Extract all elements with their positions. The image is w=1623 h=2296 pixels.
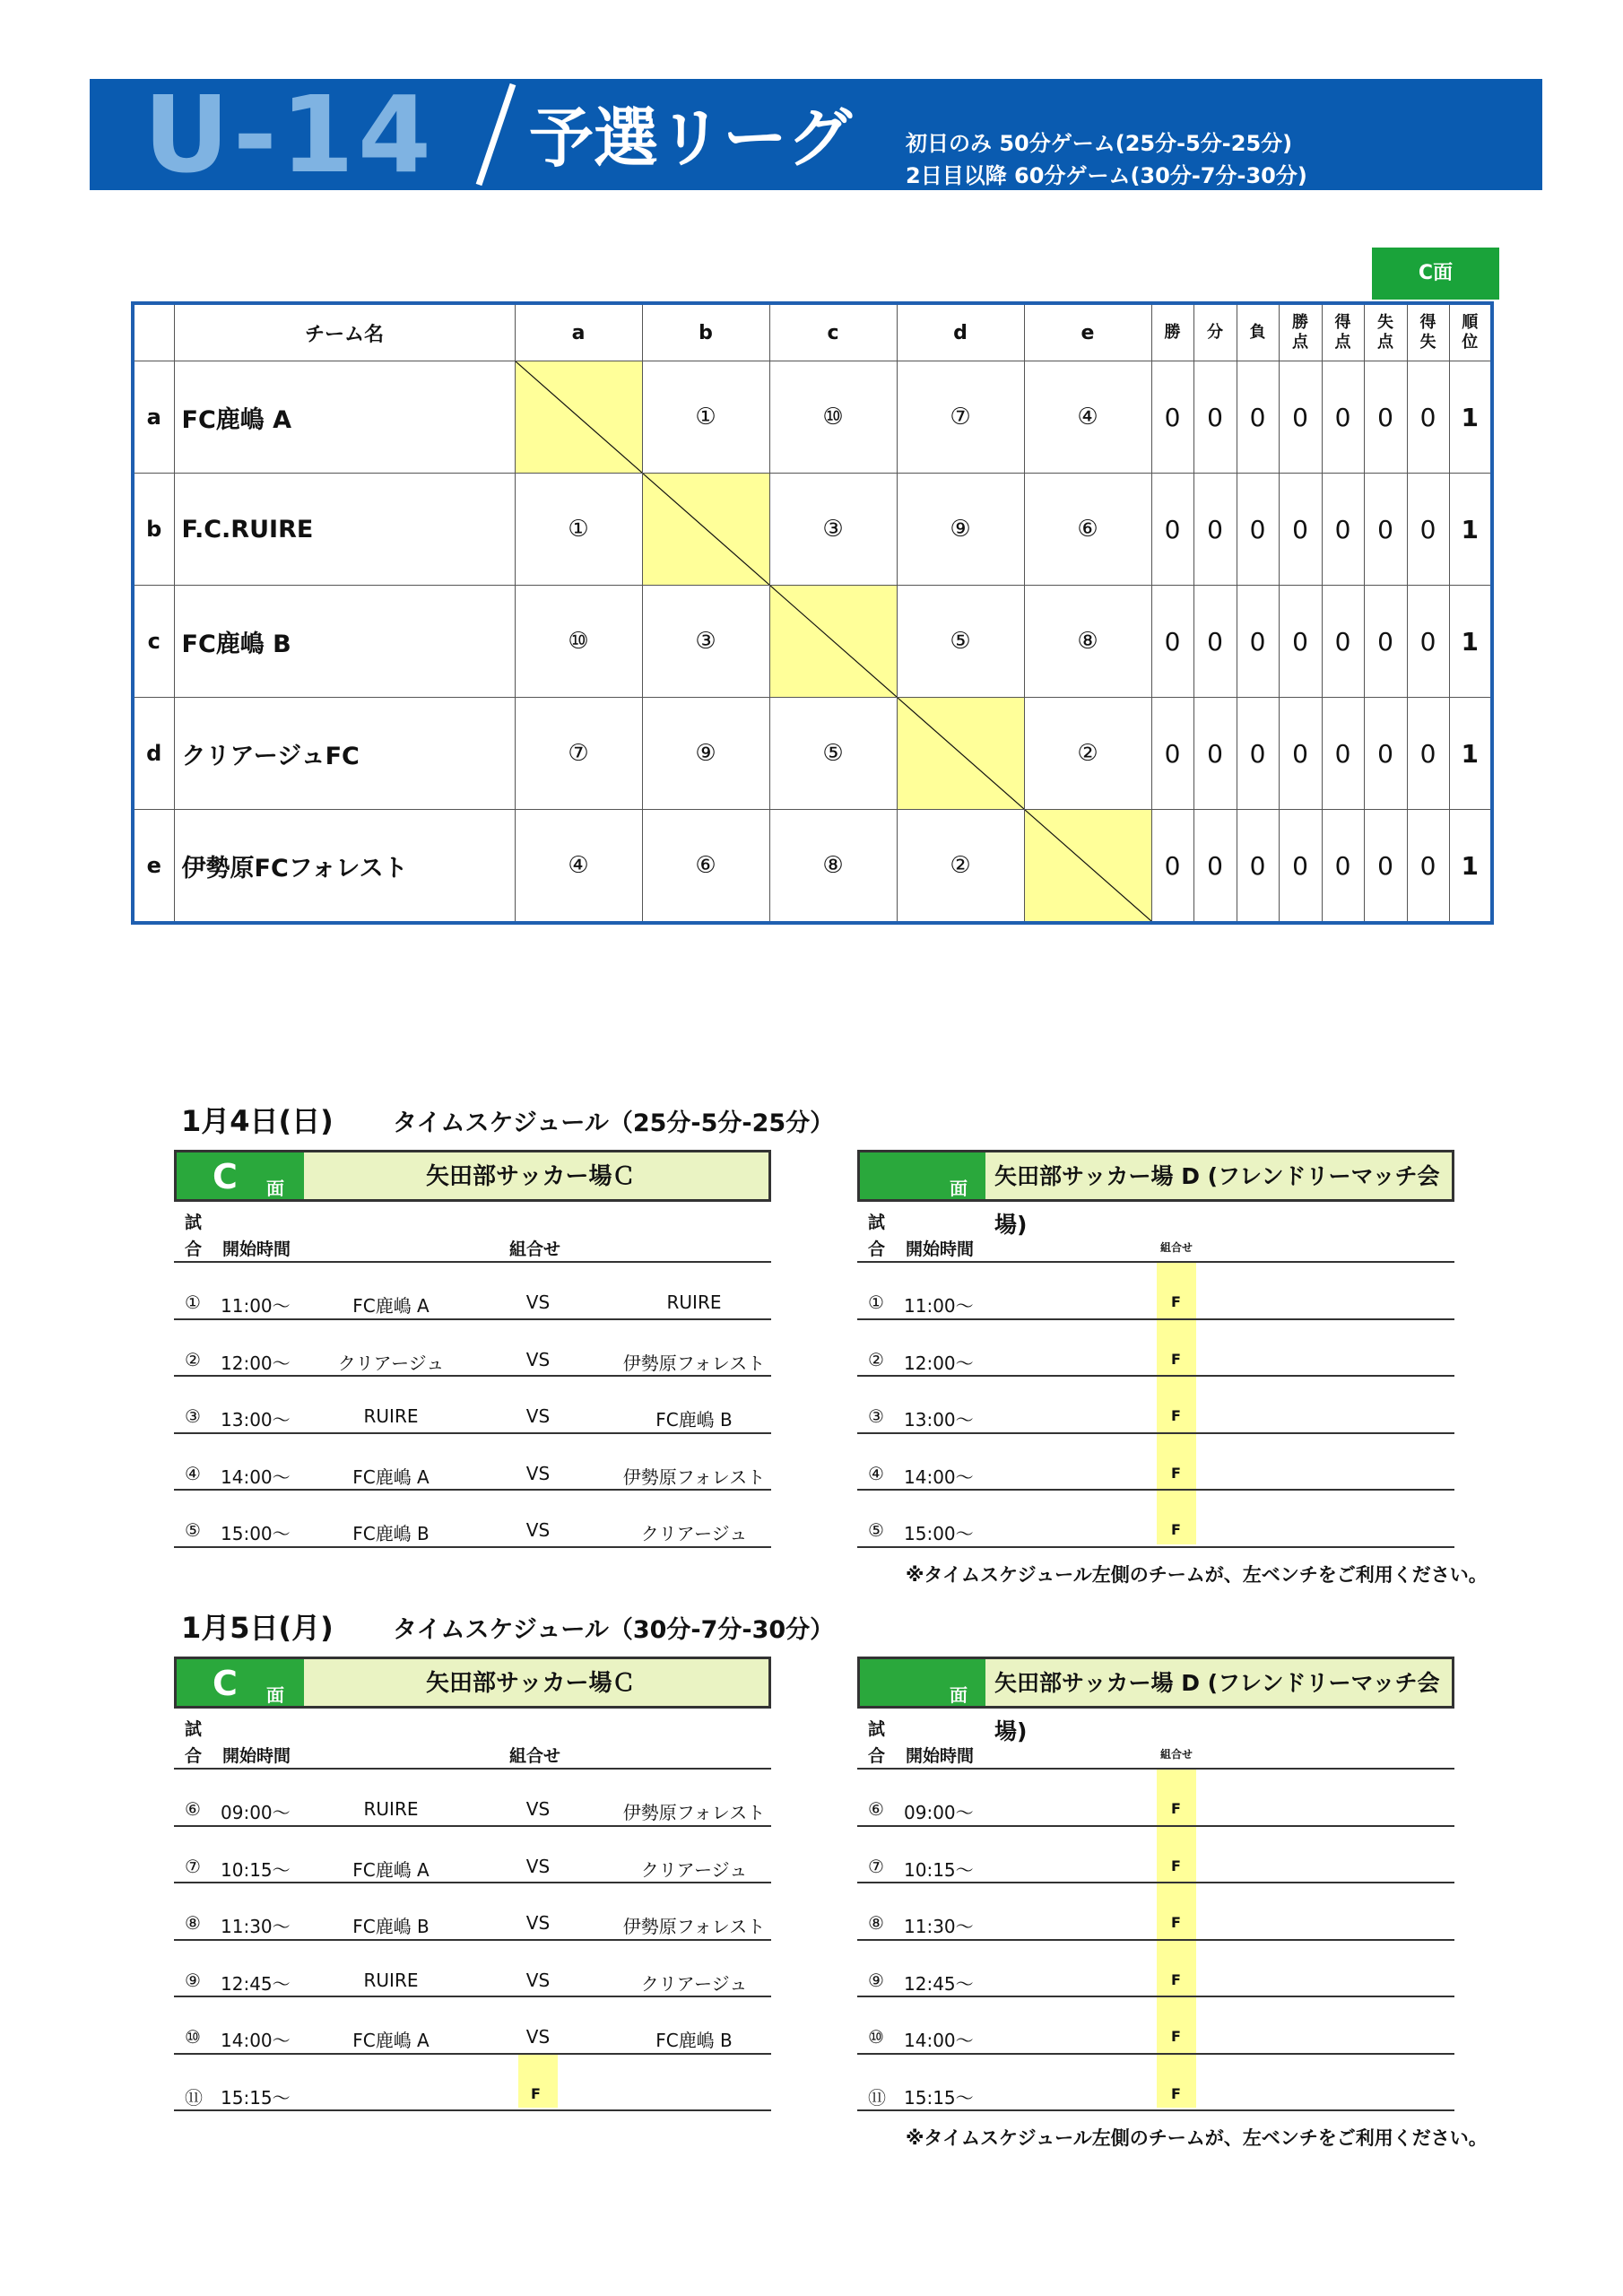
stat-value: 0: [1407, 474, 1449, 586]
stat-value: 0: [1279, 361, 1322, 474]
row-id: d: [133, 698, 174, 810]
stat-value: 0: [1364, 810, 1407, 924]
team-name: F.C.RUIRE: [174, 474, 515, 586]
home-team: クリアージュ: [337, 1352, 445, 1374]
match-no: ⑧: [185, 1912, 201, 1934]
match-time: 12:00〜: [904, 1352, 974, 1374]
stat-value: 0: [1237, 698, 1279, 810]
match-time: 15:00〜: [904, 1523, 974, 1544]
row-id: a: [133, 361, 174, 474]
self-cell: [1024, 810, 1151, 924]
col-time-label: 開始時間: [222, 1239, 291, 1259]
vs-label: VS: [525, 1798, 551, 1820]
stat-value: 0: [1151, 474, 1193, 586]
team-name: FC鹿嶋 A: [174, 361, 515, 474]
team-name: クリアージュFC: [174, 698, 515, 810]
match-no: ⑩: [868, 2026, 884, 2048]
stat-value: 0: [1237, 586, 1279, 698]
self-cell: [515, 361, 642, 474]
diagonal-line: [770, 586, 897, 697]
schedule-line: [174, 2053, 771, 2055]
match-no: ⑥: [185, 1798, 201, 1820]
match-number: ⑦: [515, 698, 642, 810]
row-id: c: [133, 586, 174, 698]
home-team: RUIRE: [363, 1969, 419, 1991]
venue-header-right: [857, 1657, 1454, 1744]
match-number: ⑧: [769, 810, 897, 924]
header-stat-top: 分: [1207, 323, 1223, 342]
col-game-label: 合: [185, 1239, 203, 1259]
home-team: RUIRE: [363, 1405, 419, 1427]
stat-value: 0: [1364, 361, 1407, 474]
col-game-label: 合: [185, 1746, 203, 1766]
venue-men-label: 面: [266, 1684, 284, 1706]
match-time: 12:45〜: [221, 1972, 291, 1995]
match-time: 15:15〜: [904, 2086, 974, 2109]
stat-value: 0: [1364, 698, 1407, 810]
stat-value: 0: [1193, 586, 1237, 698]
self-cell: [642, 474, 769, 586]
match-number: ⑩: [515, 586, 642, 698]
schedule-line: [857, 1825, 1454, 1827]
day1-date: 1月4日(日): [181, 1104, 334, 1138]
match-time: 10:15〜: [904, 1858, 974, 1881]
diagonal-line: [643, 474, 769, 585]
schedule-line: [857, 1996, 1454, 1997]
match-time: 13:00〜: [904, 1409, 974, 1431]
diagonal-line: [898, 698, 1024, 809]
schedule-line: [174, 1432, 771, 1434]
match-no: ⑩: [185, 2026, 201, 2048]
title-slash: [473, 79, 518, 190]
day1-schedule-title: タイムスケジュール（25分-5分-25分）: [393, 1109, 835, 1137]
stat-value: 0: [1193, 698, 1237, 810]
venue-letter: C: [213, 1664, 238, 1703]
age-category: U-14: [143, 73, 436, 196]
match-no: ①: [185, 1292, 201, 1313]
match-time: 14:00〜: [221, 1465, 291, 1488]
match-time: 11:30〜: [221, 1916, 291, 1937]
rank: 1: [1449, 474, 1492, 586]
vs-label: VS: [525, 1462, 551, 1484]
schedule-line: [174, 1996, 771, 1997]
friendly-mark: F: [1171, 2028, 1181, 2045]
header-stat-top: 勝: [1292, 313, 1308, 332]
schedule-line: [174, 1546, 771, 1548]
stat-value: 0: [1407, 361, 1449, 474]
home-team: RUIRE: [363, 1798, 419, 1820]
match-number: ③: [642, 586, 769, 698]
venue-header-left: [174, 1657, 771, 1709]
match-number: ②: [1024, 698, 1151, 810]
stat-value: 0: [1151, 810, 1193, 924]
day2-schedule-title: タイムスケジュール（30分-7分-30分）: [393, 1616, 835, 1644]
schedule-line: [857, 1432, 1454, 1434]
match-number: ⑨: [642, 698, 769, 810]
friendly-mark: F: [531, 2084, 541, 2102]
away-team: クリアージュ: [640, 1972, 748, 1995]
header-stat-bottom: 点: [1334, 333, 1351, 352]
header-stat-bottom: 位: [1462, 333, 1479, 352]
bench-note: ※タイムスケジュール左側のチームが、左ベンチをご利用ください。: [906, 1563, 1488, 1586]
match-no: ⑪: [185, 2086, 203, 2109]
stat-value: 0: [1193, 361, 1237, 474]
header-col-d: d: [897, 303, 1024, 361]
stat-value: 0: [1407, 698, 1449, 810]
team-name: FC鹿嶋 B: [174, 586, 515, 698]
col-game-label: 試: [185, 1719, 203, 1739]
match-time: 11:00〜: [904, 1295, 974, 1317]
vs-label: VS: [525, 1292, 551, 1313]
self-cell: [897, 698, 1024, 810]
stat-value: 0: [1237, 474, 1279, 586]
league-table: [131, 301, 1494, 925]
stat-value: 0: [1237, 361, 1279, 474]
match-no: ④: [868, 1462, 884, 1484]
venue-letter-block: [177, 1152, 304, 1199]
match-number: ⑤: [769, 698, 897, 810]
stat-value: 0: [1322, 810, 1364, 924]
vs-label: VS: [525, 1969, 551, 1991]
match-number: ②: [897, 810, 1024, 924]
stat-value: 0: [1151, 586, 1193, 698]
away-team: FC鹿嶋 B: [655, 2030, 733, 2051]
match-no: ②: [185, 1348, 201, 1370]
friendly-mark: F: [1171, 1407, 1181, 1424]
match-no: ⑤: [185, 1519, 201, 1541]
home-team: FC鹿嶋 A: [352, 1465, 430, 1488]
header-stat: [1407, 303, 1449, 361]
match-number: ⑤: [897, 586, 1024, 698]
header-stat-top: 順: [1462, 313, 1479, 332]
stat-value: 0: [1279, 586, 1322, 698]
header-stat: [1449, 303, 1492, 361]
header-stat-top: 失: [1377, 313, 1393, 332]
field-tag: C面: [1372, 248, 1499, 300]
match-no: ⑪: [868, 2086, 886, 2109]
header-stat: [1279, 303, 1322, 361]
rank: 1: [1449, 361, 1492, 474]
friendly-mark: F: [1171, 2084, 1181, 2102]
stat-value: 0: [1279, 810, 1322, 924]
match-no: ③: [868, 1405, 884, 1427]
page-title: 予選リーグ: [529, 100, 853, 176]
match-no: ⑨: [185, 1969, 201, 1991]
header-stat-top: 得: [1334, 313, 1351, 332]
header-stat: [1193, 303, 1237, 361]
away-team: 伊勢原フォレスト: [622, 1916, 766, 1937]
friendly-mark: F: [1171, 1293, 1181, 1310]
league-row: [133, 698, 1492, 810]
league-row: [133, 586, 1492, 698]
match-number: ⑨: [897, 474, 1024, 586]
stat-value: 0: [1193, 810, 1237, 924]
home-team: FC鹿嶋 A: [352, 2030, 430, 2051]
col-time-label: 開始時間: [906, 1239, 975, 1259]
stat-value: 0: [1151, 361, 1193, 474]
stat-value: 0: [1407, 810, 1449, 924]
header-col-e: e: [1024, 303, 1151, 361]
stat-value: 0: [1279, 474, 1322, 586]
header-stat-bottom: 点: [1377, 333, 1393, 352]
col-match-label: 組合せ: [1160, 1241, 1193, 1254]
stat-value: 0: [1151, 698, 1193, 810]
home-team: FC鹿嶋 A: [352, 1858, 430, 1881]
home-team: FC鹿嶋 A: [352, 1295, 430, 1317]
stat-value: 0: [1322, 474, 1364, 586]
stat-value: 0: [1364, 586, 1407, 698]
league-row: [133, 474, 1492, 586]
schedule-line: [857, 2053, 1454, 2055]
venue-header-right: [857, 1150, 1454, 1238]
match-number: ⑦: [897, 361, 1024, 474]
away-team: 伊勢原フォレスト: [622, 1352, 766, 1374]
schedule-line: [174, 1768, 771, 1770]
venue-letter: C: [213, 1157, 238, 1196]
home-team: FC鹿嶋 B: [352, 1916, 430, 1937]
game-format-day1: 初日のみ 50分ゲーム(25分-5分-25分): [906, 131, 1293, 156]
match-time: 10:15〜: [221, 1858, 291, 1881]
header-stat-top: 得: [1419, 313, 1436, 332]
bench-note: ※タイムスケジュール左側のチームが、左ベンチをご利用ください。: [906, 2127, 1488, 2149]
header-id: [133, 303, 174, 361]
header-stat: [1151, 303, 1193, 361]
match-number: ③: [769, 474, 897, 586]
match-time: 11:00〜: [221, 1295, 291, 1317]
venue-letter-block: [177, 1659, 304, 1706]
away-team: FC鹿嶋 B: [655, 1409, 733, 1431]
match-time: 15:00〜: [221, 1523, 291, 1544]
match-number: ④: [515, 810, 642, 924]
schedule-line: [857, 1939, 1454, 1941]
row-id: b: [133, 474, 174, 586]
home-team: FC鹿嶋 B: [352, 1523, 430, 1544]
friendly-mark: F: [1171, 1800, 1181, 1817]
stat-value: 0: [1322, 361, 1364, 474]
stat-value: 0: [1193, 474, 1237, 586]
vs-label: VS: [525, 1348, 551, 1370]
col-game-label: 合: [868, 1239, 886, 1259]
schedule-line: [857, 1489, 1454, 1491]
match-time: 14:00〜: [221, 2030, 291, 2051]
header-stat-top: 勝: [1164, 323, 1181, 342]
schedule-line: [174, 2109, 771, 2111]
league-row: [133, 810, 1492, 924]
away-team: クリアージュ: [640, 1858, 748, 1881]
schedule-line: [857, 1882, 1454, 1883]
col-match-label: 組合せ: [1160, 1748, 1193, 1761]
venue-name: 矢田部サッカー場Ｃ: [426, 1670, 636, 1697]
friendly-mark: F: [1171, 1970, 1181, 1988]
match-no: ①: [868, 1292, 884, 1313]
match-time: 12:45〜: [904, 1972, 974, 1995]
match-time: 11:30〜: [904, 1916, 974, 1937]
stat-value: 0: [1407, 586, 1449, 698]
schedule-line: [174, 1825, 771, 1827]
schedule-line: [857, 2109, 1454, 2111]
header-team: チーム名: [174, 303, 515, 361]
schedule-line: [857, 1318, 1454, 1320]
schedule-line: [857, 1261, 1454, 1263]
stat-value: 0: [1322, 586, 1364, 698]
venue-men-label: 面: [950, 1684, 968, 1706]
away-team: 伊勢原フォレスト: [622, 1802, 766, 1823]
schedule-line: [174, 1489, 771, 1491]
friendly-mark: F: [1171, 1857, 1181, 1874]
stat-value: 0: [1322, 698, 1364, 810]
match-time: 12:00〜: [221, 1352, 291, 1374]
diagonal-line: [1025, 810, 1151, 921]
match-number: ④: [1024, 361, 1151, 474]
match-number: ①: [515, 474, 642, 586]
schedule-line: [174, 1318, 771, 1320]
venue-name: 矢田部サッカー場 D (フレンドリーマッチ会場): [994, 1670, 1440, 1744]
schedule-line: [857, 1546, 1454, 1548]
match-number: ⑥: [642, 810, 769, 924]
friendly-mark: F: [1171, 1914, 1181, 1931]
col-game-label: 合: [868, 1746, 886, 1766]
match-number: ⑩: [769, 361, 897, 474]
match-time: 09:00〜: [221, 1802, 291, 1823]
schedule-line: [174, 1261, 771, 1263]
venue-men-label: 面: [266, 1178, 284, 1199]
col-time-label: 開始時間: [222, 1746, 291, 1766]
friendly-mark: F: [1171, 1464, 1181, 1482]
match-no: ②: [868, 1348, 884, 1370]
match-number: ①: [642, 361, 769, 474]
row-id: e: [133, 810, 174, 924]
match-no: ⑧: [868, 1912, 884, 1934]
match-no: ⑥: [868, 1798, 884, 1820]
day2-date: 1月5日(月): [181, 1611, 334, 1645]
away-team: 伊勢原フォレスト: [622, 1465, 766, 1488]
header-stat: [1322, 303, 1364, 361]
match-no: ④: [185, 1462, 201, 1484]
schedule-line: [174, 1375, 771, 1377]
venue-header-left: [174, 1150, 771, 1202]
team-name: 伊勢原FCフォレスト: [174, 810, 515, 924]
league-row: [133, 361, 1492, 474]
schedule-line: [174, 1939, 771, 1941]
stat-value: 0: [1279, 698, 1322, 810]
league-header-row: [133, 303, 1492, 361]
vs-label: VS: [525, 1912, 551, 1934]
match-no: ③: [185, 1405, 201, 1427]
rank: 1: [1449, 810, 1492, 924]
col-game-label: 試: [185, 1213, 203, 1232]
header-stat: [1237, 303, 1279, 361]
match-number: ⑥: [1024, 474, 1151, 586]
match-no: ⑦: [868, 1855, 884, 1877]
venue-name: 矢田部サッカー場 D (フレンドリーマッチ会場): [994, 1163, 1440, 1238]
diagonal-line: [516, 361, 642, 473]
stat-value: 0: [1364, 474, 1407, 586]
match-time: 14:00〜: [904, 2030, 974, 2051]
schedule-line: [174, 1882, 771, 1883]
header-col-b: b: [642, 303, 769, 361]
away-team: クリアージュ: [640, 1523, 748, 1544]
self-cell: [769, 586, 897, 698]
stat-value: 0: [1237, 810, 1279, 924]
match-number: ⑧: [1024, 586, 1151, 698]
schedule-line: [857, 1375, 1454, 1377]
header-stat-top: 負: [1249, 323, 1266, 342]
match-time: 14:00〜: [904, 1465, 974, 1488]
vs-label: VS: [525, 1519, 551, 1541]
vs-label: VS: [525, 1405, 551, 1427]
match-no: ⑨: [868, 1969, 884, 1991]
match-no: ⑦: [185, 1855, 201, 1877]
friendly-mark: F: [1171, 1521, 1181, 1538]
away-team: RUIRE: [666, 1292, 722, 1313]
match-time: 09:00〜: [904, 1802, 974, 1823]
header-col-c: c: [769, 303, 897, 361]
col-game-label: 試: [868, 1213, 886, 1232]
game-format-day2: 2日目以降 60分ゲーム(30分-7分-30分): [906, 163, 1307, 188]
header-col-a: a: [515, 303, 642, 361]
col-match-label: 組合せ: [509, 1746, 561, 1766]
header-stat: [1364, 303, 1407, 361]
vs-label: VS: [525, 1855, 551, 1877]
col-game-label: 試: [868, 1719, 886, 1739]
match-time: 13:00〜: [221, 1409, 291, 1431]
col-time-label: 開始時間: [906, 1746, 975, 1766]
venue-name: 矢田部サッカー場Ｃ: [426, 1163, 636, 1190]
match-time: 15:15〜: [221, 2086, 291, 2109]
header-stat-bottom: 点: [1292, 333, 1308, 352]
rank: 1: [1449, 698, 1492, 810]
col-match-label: 組合せ: [509, 1239, 561, 1259]
schedule-line: [857, 1768, 1454, 1770]
friendly-mark: F: [1171, 1350, 1181, 1368]
header-stat-bottom: 失: [1419, 333, 1436, 352]
vs-label: VS: [525, 2026, 551, 2048]
match-no: ⑤: [868, 1519, 884, 1541]
venue-men-label: 面: [950, 1178, 968, 1199]
rank: 1: [1449, 586, 1492, 698]
